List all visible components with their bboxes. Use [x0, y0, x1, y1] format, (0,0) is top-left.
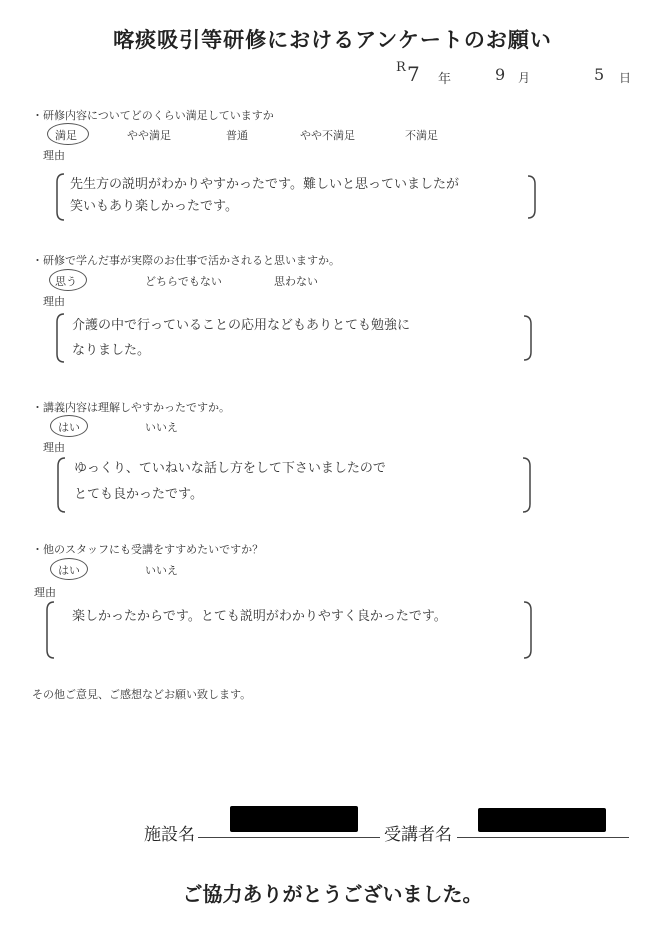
question-1-text: ・研修内容についてどのくらい満足していますか — [32, 109, 274, 122]
other-comments-label: その他ご意見、ご感想などお願い致します。 — [32, 688, 252, 701]
attendee-redaction — [478, 808, 606, 832]
question-4-text: ・他のスタッフにも受講をすすめたいですか？ — [32, 543, 264, 556]
q4-option-2[interactable]: いいえ — [145, 564, 178, 577]
q1-right-bracket — [526, 174, 538, 220]
q3-reason-label: 理由 — [43, 441, 65, 454]
date-day-value: 5 — [594, 65, 605, 84]
q2-option-1[interactable]: 思う — [55, 275, 77, 288]
q4-answer-line-1: 楽しかったからです。とても説明がわかりやすく良かったです。 — [72, 609, 447, 624]
date-month-value: 9 — [495, 65, 506, 84]
q1-answer-line-2: 笑いもあり楽しかったです。 — [70, 199, 238, 214]
q1-option-1[interactable]: 満足 — [55, 129, 77, 142]
q1-answer-line-1: 先生方の説明がわかりやすかったです。難しいと思っていましたが — [70, 177, 459, 192]
q2-left-bracket — [54, 312, 66, 364]
q2-reason-label: 理由 — [43, 295, 65, 308]
date-day-label: 日 — [619, 71, 632, 85]
date-year-label: 年 — [438, 72, 452, 87]
q3-right-bracket — [521, 456, 533, 514]
attendee-label: 受講者名 — [384, 825, 452, 845]
q2-right-bracket — [522, 314, 534, 362]
q4-left-bracket — [44, 600, 56, 660]
q1-option-2[interactable]: やや満足 — [127, 129, 171, 142]
question-2-text: ・研修で学んだ事が実際のお仕事で活かされると思いますか。 — [32, 254, 340, 267]
q3-left-bracket — [55, 456, 67, 514]
q3-answer-line-1: ゆっくり、ていねいな話し方をして下さいましたので — [74, 461, 386, 476]
q1-left-bracket — [54, 172, 66, 222]
q1-option-4[interactable]: やや不満足 — [300, 129, 355, 142]
q1-option-5[interactable]: 不満足 — [405, 129, 438, 142]
date-era: R — [396, 60, 406, 75]
attendee-field-line[interactable] — [457, 836, 629, 838]
q4-right-bracket — [522, 600, 534, 660]
q3-answer-line-2: とても良かったです。 — [74, 487, 203, 502]
q3-option-1[interactable]: はい — [58, 421, 80, 434]
q2-answer-line-1: 介護の中で行っていることの応用などもありとても勉強に — [72, 318, 411, 333]
q4-reason-label: 理由 — [34, 586, 56, 599]
facility-redaction — [230, 806, 358, 832]
facility-label: 施設名 — [144, 825, 195, 845]
q1-option-3[interactable]: 普通 — [226, 129, 248, 142]
form-title: 喀痰吸引等研修におけるアンケートのお願い — [113, 28, 552, 52]
date-year-value: 7 — [407, 62, 420, 86]
facility-field-line[interactable] — [198, 836, 380, 838]
q2-answer-line-2: なりました。 — [72, 343, 151, 358]
question-3-text: ・講義内容は理解しやすかったですか。 — [32, 401, 230, 414]
q2-option-2[interactable]: どちらでもない — [145, 275, 222, 288]
q1-reason-label: 理由 — [43, 149, 65, 162]
thanks-message: ご協力ありがとうございました。 — [182, 882, 483, 906]
q4-option-1[interactable]: はい — [58, 564, 80, 577]
q3-option-2[interactable]: いいえ — [145, 421, 178, 434]
q2-option-3[interactable]: 思わない — [274, 275, 318, 288]
date-month-label: 月 — [518, 71, 531, 85]
